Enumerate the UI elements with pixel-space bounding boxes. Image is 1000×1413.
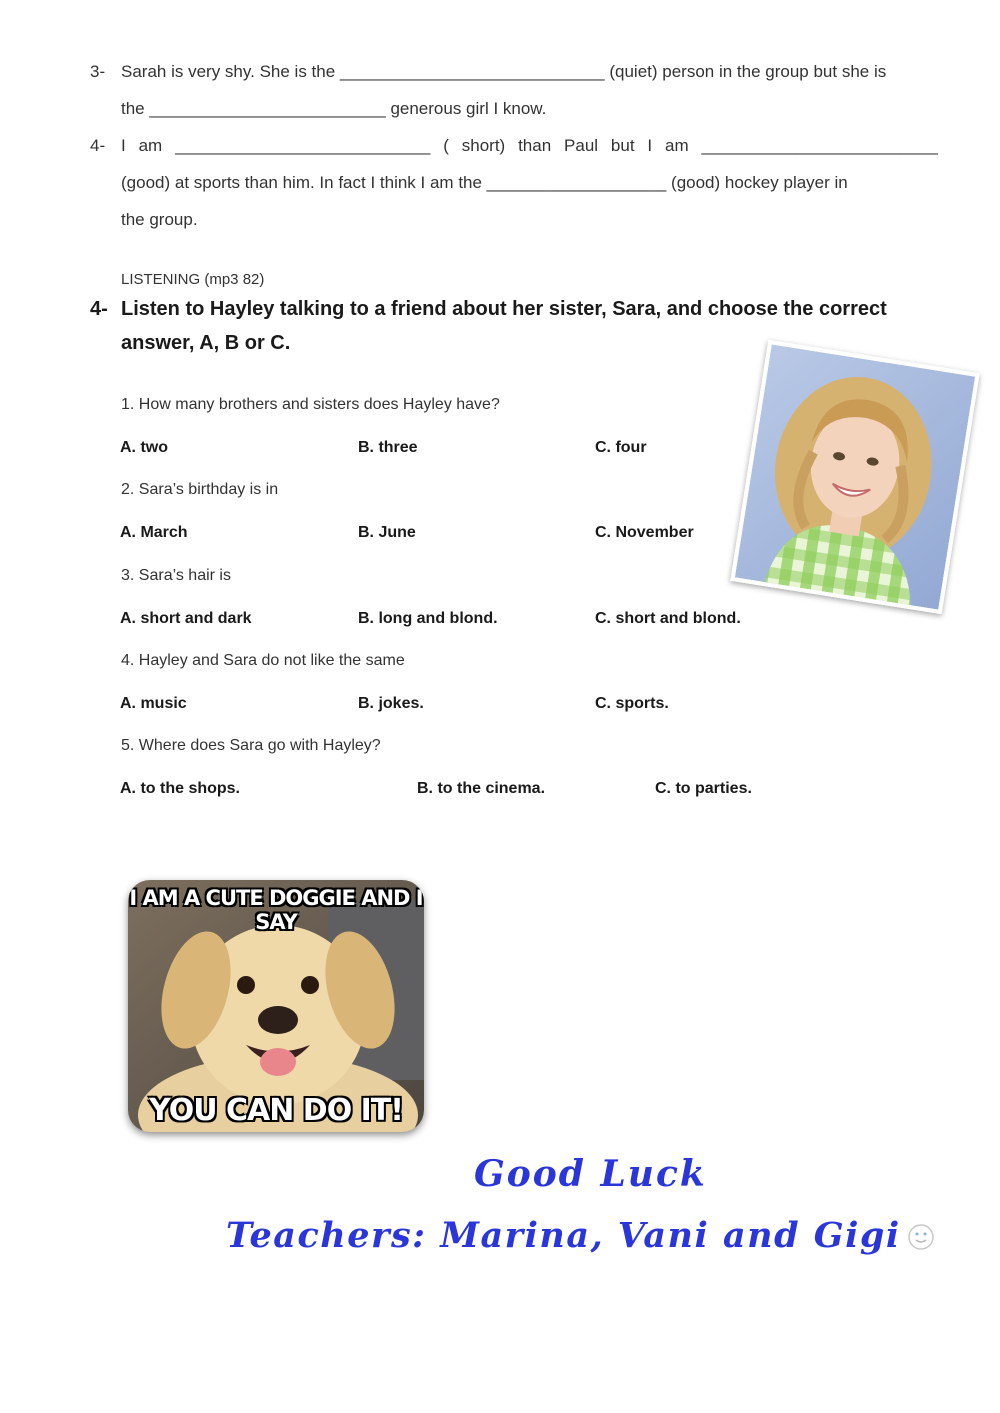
word: than — [518, 136, 552, 155]
option-a: A. to the shops. — [120, 780, 240, 797]
option-c: C. sports. — [595, 695, 669, 712]
sentence-line: the _________________________ generous girl I know. — [121, 99, 547, 118]
word: but — [610, 136, 635, 155]
option-c: C. November — [595, 524, 694, 541]
question-1: 1. How many brothers and sisters does Hayley have? — [121, 396, 500, 413]
question-2: 2. Sara’s birthday is in — [121, 481, 279, 498]
blank: ___________________________ — [175, 136, 431, 155]
word: ( — [443, 136, 449, 155]
listening-label: LISTENING (mp3 82) — [121, 271, 265, 288]
option-b: B. long and blond. — [358, 610, 498, 627]
option-a: A. music — [120, 695, 187, 712]
exercise-instruction: answer, A, B or C. — [121, 332, 291, 354]
item-number: 4- — [90, 136, 106, 155]
good-luck-text: Good Luck — [474, 1153, 707, 1195]
word: Paul — [564, 136, 599, 155]
word: I — [647, 136, 653, 155]
option-b: B. to the cinema. — [417, 780, 546, 797]
meme-bottom-text: YOU CAN DO IT! — [149, 1093, 403, 1128]
word: short) — [461, 136, 506, 155]
option-b: B. jokes. — [358, 695, 424, 712]
teachers-text: Teachers: Marina, Vani and Gigi — [226, 1215, 901, 1256]
word: am — [138, 136, 163, 155]
exercise-number: 4- — [90, 298, 108, 320]
option-a: A. March — [120, 524, 188, 541]
question-5: 5. Where does Sara go with Hayley? — [121, 737, 381, 754]
sentence-line: the group. — [121, 210, 198, 229]
dog-meme-image — [128, 880, 424, 1132]
word: am — [665, 136, 689, 155]
exercise-instruction: Listen to Hayley talking to a friend about her sister, Sara, and choose the correct — [121, 298, 887, 320]
option-c: C. short and blond. — [595, 610, 741, 627]
option-b: B. June — [358, 524, 416, 541]
blank: _________________________ — [701, 136, 938, 155]
smiley-face-icon — [907, 1223, 935, 1256]
question-3: 3. Sara’s hair is — [121, 567, 231, 584]
option-b: B. three — [358, 439, 418, 456]
sentence-line — [121, 136, 938, 156]
option-c: C. to parties. — [655, 780, 752, 797]
question-4: 4. Hayley and Sara do not like the same — [121, 652, 405, 669]
option-a: A. two — [120, 439, 168, 456]
sentence-line: Sarah is very shy. She is the ____________________________ (quiet) person in the group but she is — [121, 62, 887, 81]
meme-top-text: I AM A CUTE DOGGIE AND I SAY — [129, 886, 423, 934]
girl-portrait-image — [735, 344, 975, 609]
sentence-line: (good) at sports than him. In fact I think I am the ___________________ (good) hockey player in — [121, 173, 848, 192]
option-a: A. short and dark — [120, 610, 252, 627]
option-c: C. four — [595, 439, 647, 456]
girl-photo — [730, 340, 980, 614]
word: I — [121, 136, 126, 155]
item-number: 3- — [90, 62, 106, 81]
